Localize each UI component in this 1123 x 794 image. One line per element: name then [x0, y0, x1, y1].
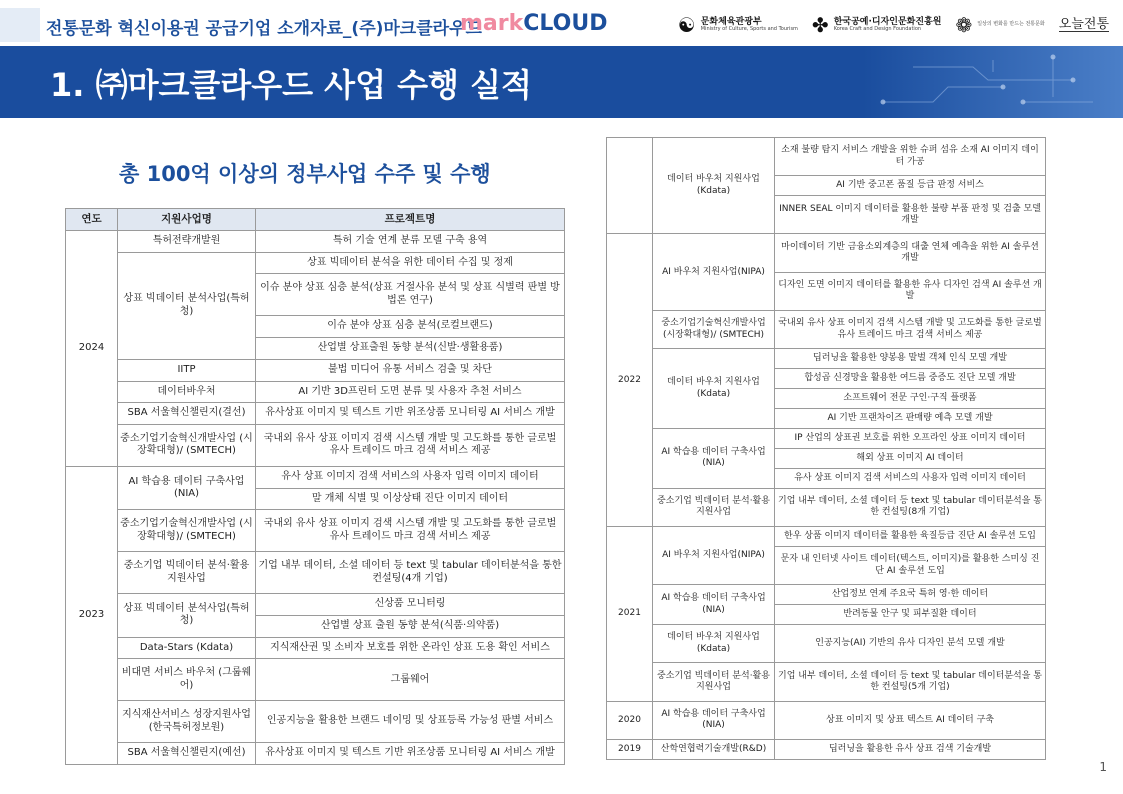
table-row	[607, 488, 1046, 526]
program-cell: AI 학습용 데이터 구축사업(NIA)	[653, 428, 775, 488]
project-cell: 국내외 유사 상표 이미지 검색 시스템 개발 및 고도화를 통한 글로벌 유사 트레이드 마크 검색 서비스 제공	[256, 425, 565, 467]
year-cell: 2024	[66, 231, 118, 467]
project-cell: 유사 상표 이미지 검색 서비스의 사용자 입력 이미지 데이터	[775, 468, 1046, 488]
project-cell: 유사상표 이미지 및 텍스트 기반 위조상품 모니터링 AI 서비스 개발	[256, 743, 565, 765]
partner-onul	[1059, 18, 1109, 33]
table-row	[66, 403, 565, 425]
project-cell: 해외 상표 이미지 AI 데이터	[775, 448, 1046, 468]
year-cell	[607, 138, 653, 234]
table-row	[66, 425, 565, 467]
table-row	[66, 743, 565, 765]
table-row	[607, 585, 1046, 605]
project-cell: 상표 이미지 및 상표 텍스트 AI 데이터 구축	[775, 701, 1046, 739]
program-cell: 중소기업기술혁신개발사업 (시장확대형)/ (SMTECH)	[653, 310, 775, 348]
program-cell: 지식재산서비스 성장지원사업 (한국특허정보원)	[118, 701, 256, 743]
program-cell: 데이터바우처	[118, 381, 256, 403]
table-row	[66, 381, 565, 403]
program-cell: 산학연협력기술개발(R&D)	[653, 739, 775, 759]
program-cell: 중소기업 빅데이터 분석·활용 지원사업	[653, 663, 775, 701]
table-row	[66, 466, 565, 488]
program-cell: 상표 빅데이터 분석사업(특허청)	[118, 252, 256, 359]
program-cell: AI 바우처 지원사업(NIPA)	[653, 234, 775, 311]
program-cell: 중소기업 빅데이터 분석·활용 지원사업	[653, 488, 775, 526]
project-cell: AI 기반 중고폰 품질 등급 판정 서비스	[775, 176, 1046, 196]
table-row	[607, 349, 1046, 369]
table-row	[607, 428, 1046, 448]
table-row	[66, 552, 565, 594]
circuit-decoration	[873, 52, 1103, 112]
project-cell: 합성곱 신경망을 활용한 여드름 중증도 진단 모델 개발	[775, 369, 1046, 389]
onul-icon: 오늘전통	[1058, 16, 1109, 32]
program-cell: 중소기업 빅데이터 분석·활용 지원사업	[118, 552, 256, 594]
table-row	[66, 231, 565, 253]
project-cell: 이슈 분야 상표 심층 분석(로컬브랜드)	[256, 316, 565, 338]
top-header	[0, 0, 1123, 46]
year-cell: 2022	[607, 234, 653, 527]
project-cell: AI 기반 3D프린터 도면 분류 및 사용자 추천 서비스	[256, 381, 565, 403]
year-cell: 2023	[66, 466, 118, 764]
project-cell: 한우 상품 이미지 데이터를 활용한 육질등급 진단 AI 솔루션 도입	[775, 527, 1046, 547]
table-row	[607, 625, 1046, 663]
project-cell: 산업별 상표출원 동향 분석(신발·생활용품)	[256, 338, 565, 360]
program-cell: 데이터 바우처 지원사업(Kdata)	[653, 349, 775, 429]
right-performance-table	[606, 137, 1046, 760]
project-cell: 유사 상표 이미지 검색 서비스의 사용자 입력 이미지 데이터	[256, 466, 565, 488]
project-cell: 유사상표 이미지 및 텍스트 기반 위조상품 모니터링 AI 서비스 개발	[256, 403, 565, 425]
project-cell: 말 개체 식별 및 이상상태 진단 이미지 데이터	[256, 488, 565, 510]
table-row	[607, 310, 1046, 348]
project-cell: 디자인 도면 이미지 데이터를 활용한 유사 디자인 검색 AI 솔루션 개발	[775, 272, 1046, 310]
year-cell: 2020	[607, 701, 653, 739]
project-cell: 불법 미디어 유통 서비스 검출 및 차단	[256, 359, 565, 381]
project-cell: 그룹웨어	[256, 659, 565, 701]
header-accent-block	[0, 8, 40, 42]
table-row	[66, 252, 565, 274]
table-row	[66, 659, 565, 701]
program-cell: SBA 서울혁신챌린지(예선)	[118, 743, 256, 765]
project-cell: 지식재산권 및 소비자 보호를 위한 온라인 상표 도용 확인 서비스	[256, 637, 565, 659]
project-cell: 국내외 유사 상표 이미지 검색 시스템 개발 및 고도화를 통한 글로벌 유사 트레이드 마크 검색 서비스 제공	[256, 510, 565, 552]
table-row	[607, 739, 1046, 759]
circle-pattern-icon: ❁	[955, 13, 973, 37]
program-cell: AI 학습용 데이터 구축사업(NIA)	[653, 701, 775, 739]
program-cell: Data-Stars (Kdata)	[118, 637, 256, 659]
project-cell: 신상품 모니터링	[256, 594, 565, 616]
table-row	[66, 594, 565, 616]
project-cell: 국내외 유사 상표 이미지 검색 시스템 개발 및 고도화를 통한 글로벌 유사 트레이드 마크 검색 서비스 제공	[775, 310, 1046, 348]
partner-pattern: ❁ 일상의 변화를 만드는 전통문화	[955, 13, 1045, 37]
project-cell: 소재 불량 탐지 서비스 개발을 위한 슈퍼 섬유 소재 AI 이미지 데이터 가공	[775, 138, 1046, 176]
program-cell: 중소기업기술혁신개발사업 (시장확대형)/ (SMTECH)	[118, 425, 256, 467]
project-cell: 인공지능을 활용한 브랜드 네이밍 및 상표등록 가능성 판별 서비스	[256, 701, 565, 743]
project-cell: 인공지능(AI) 기반의 유사 디자인 분석 모델 개발	[775, 625, 1046, 663]
table-row	[607, 234, 1046, 272]
partner-mcst: ☯ 문화체육관광부 Ministry of Culture, Sports and Tourism	[677, 13, 798, 37]
project-cell: 소프트웨어 전문 구인·구직 플랫폼	[775, 389, 1046, 409]
table-header-row	[66, 209, 565, 231]
page-number: 1	[1099, 760, 1107, 774]
title-banner	[0, 46, 1123, 118]
partner-logos	[678, 8, 1109, 42]
table-row	[66, 701, 565, 743]
table-row	[66, 359, 565, 381]
project-cell: 딥러닝을 활용한 양봉용 말벌 객체 인식 모델 개발	[775, 349, 1046, 369]
project-cell: 딥러닝을 활용한 유사 상표 검색 기술개발	[775, 739, 1046, 759]
program-cell: 데이터 바우처 지원사업(Kdata)	[653, 625, 775, 663]
project-cell: AI 기반 프랜차이즈 판매량 예측 모델 개발	[775, 409, 1046, 429]
project-cell: 기업 내부 데이터, 소셜 데이터 등 text 및 tabular 데이터분석을 통한 컨설팅(4개 기업)	[256, 552, 565, 594]
table-row	[607, 701, 1046, 739]
table-row	[66, 510, 565, 552]
program-cell: 비대면 서비스 바우처 (그룹웨어)	[118, 659, 256, 701]
header-year: 연도	[66, 209, 118, 231]
project-cell: 이슈 분야 상표 심층 분석(상표 거절사유 분석 및 상표 식별력 판별 방법론 연구)	[256, 274, 565, 316]
header-program: 지원사업명	[118, 209, 256, 231]
project-cell: 문자 내 인터넷 사이트 데이터(텍스트, 이미지)를 활용한 스미싱 진단 AI 솔루션 도입	[775, 546, 1046, 584]
project-cell: 반려동물 안구 및 피부질환 데이터	[775, 605, 1046, 625]
program-cell: 데이터 바우처 지원사업(Kdata)	[653, 138, 775, 234]
year-cell: 2019	[607, 739, 653, 759]
document-title: 전통문화 혁신이용권 공급기업 소개자료_(주)마크클라우드	[46, 19, 482, 39]
program-cell: 특허전략개발원	[118, 231, 256, 253]
program-cell: SBA 서울혁신챌린지(결선)	[118, 403, 256, 425]
program-cell: IITP	[118, 359, 256, 381]
markcloud-logo: markCLOUD	[460, 11, 608, 36]
program-cell: AI 학습용 데이터 구축사업(NIA)	[118, 466, 256, 509]
table-row	[607, 527, 1046, 547]
project-cell: 산업정보 연계 주요국 특허 영·한 데이터	[775, 585, 1046, 605]
program-cell: 중소기업기술혁신개발사업 (시장확대형)/ (SMTECH)	[118, 510, 256, 552]
year-cell: 2021	[607, 527, 653, 702]
table-row	[66, 637, 565, 659]
program-cell: 상표 빅데이터 분석사업(특허청)	[118, 594, 256, 637]
table-row	[607, 138, 1046, 176]
section-subtitle: 총 100억 이상의 정부사업 수주 및 수행	[119, 162, 491, 186]
project-cell: 특허 기술 연계 분류 모델 구축 용역	[256, 231, 565, 253]
page-title: 1. ㈜마크클라우드 사업 수행 실적	[50, 66, 532, 104]
project-cell: 마이데이터 기반 금융소외계층의 대출 연체 예측을 위한 AI 솔루션 개발	[775, 234, 1046, 272]
taegeuk-icon: ☯	[677, 13, 696, 37]
project-cell: 상표 빅데이터 분석을 위한 데이터 수집 및 정제	[256, 252, 565, 274]
project-cell: 기업 내부 데이터, 소셜 데이터 등 text 및 tabular 데이터분석을 통한 컨설팅(5개 기업)	[775, 663, 1046, 701]
project-cell: INNER SEAL 이미지 데이터를 활용한 불량 부품 판정 및 검출 모델 개발	[775, 196, 1046, 234]
left-performance-table	[65, 208, 565, 765]
program-cell: AI 학습용 데이터 구축사업(NIA)	[653, 585, 775, 625]
project-cell: 기업 내부 데이터, 소셜 데이터 등 text 및 tabular 데이터분석을 통한 컨설팅(8개 기업)	[775, 488, 1046, 526]
kcdf-icon: ✤	[811, 13, 829, 37]
partner-kcdf: ✤ 한국공예·디자인문화진흥원 Korea Craft and Design Foundation	[811, 13, 942, 37]
program-cell: AI 바우처 지원사업(NIPA)	[653, 527, 775, 585]
project-cell: IP 산업의 상표권 보호를 위한 오프라인 상표 이미지 데이터	[775, 428, 1046, 448]
header-project: 프로젝트명	[256, 209, 565, 231]
table-row	[607, 663, 1046, 701]
project-cell: 산업별 상표 출원 동향 분석(식품·의약품)	[256, 615, 565, 637]
